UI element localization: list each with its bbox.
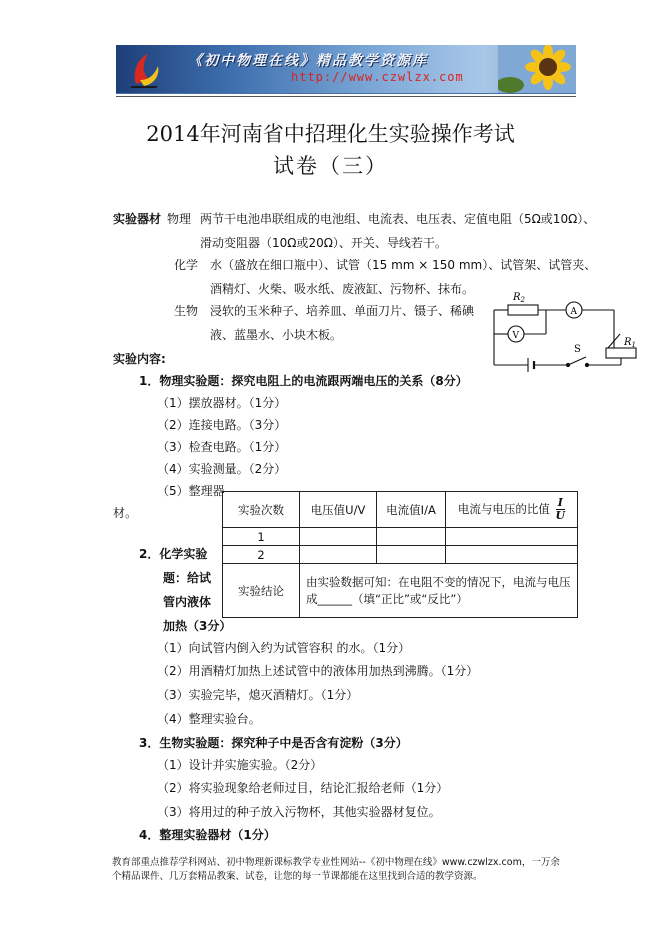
table-row [223,528,578,546]
biology-step-1: （1）设计并实施实验。（2分） [157,758,323,772]
chemistry-equipment-line2: 酒精灯、火柴、吸水纸、废液缸、污物杯、抹布。 [210,282,475,296]
physics-step-4: （4）实验测量。（2分） [157,462,287,476]
physics-step-5-cont: 材。 [113,506,138,520]
conclusion-label: 实验结论 [223,564,300,618]
chemistry-heading-4: 加热（3分） [163,619,232,633]
switch-label: S [574,344,581,355]
conclusion-cell [300,564,578,618]
final-heading: 4．整理实验器材（1分） [139,828,276,842]
header-current: 电流值I/A [377,492,446,528]
resistor-r2-shape [508,305,538,315]
table-cell [446,528,578,546]
physics-equipment-line2: 滑动变阻器（10Ω或20Ω）、开关、导线若干。 [200,236,447,250]
banner-title: 《初中物理在线》精品教学资源库 [188,53,428,69]
chemistry-label: 化学 [174,258,199,272]
physics-heading: 1．物理实验题：探究电阻上的电流跟两端电压的关系（8分） [139,374,468,388]
r2-label: $R_2$ [513,292,525,304]
header-banner [116,45,576,94]
physics-step-1: （1）摆放器材。（1分） [157,396,287,410]
biology-heading: 3．生物实验题：探究种子中是否含有淀粉（3分） [139,736,408,750]
footer-line-2: 个精品课件、几万套精品教案、试卷，让您的每一节课都能在这里找到合适的教学资源。 [112,871,483,882]
table-cell [446,546,578,564]
content-heading: 实验内容: [113,352,166,366]
table-cell: 2 [223,546,300,564]
chemistry-heading-3: 管内液体 [163,595,212,609]
header-ratio-label: 电流与电压的比值 [457,502,550,516]
table-cell [300,546,377,564]
page-footer [112,856,582,884]
table-cell [300,528,377,546]
chemistry-step-4: （4）整理实验台。 [157,712,261,726]
voltmeter-label: V [512,331,519,341]
document-subtitle: 试卷（三） [273,154,388,178]
biology-step-3: （3）将用过的种子放入污物杯，其他实验器材复位。 [157,805,441,819]
physics-step-3: （3）检查电路。（1分） [157,440,287,454]
site-logo-icon [128,50,162,88]
physics-label: 物理 [167,212,192,226]
table-cell [377,546,446,564]
chemistry-heading-1: 2．化学实验 [139,547,208,561]
document-title: 2014年河南省中招理化生实验操作考试 [146,122,515,146]
physics-step-5: （5）整理器 [157,484,225,498]
physics-step-2: （2）连接电路。（3分） [157,418,287,432]
table-row [223,546,578,564]
header-ratio [446,492,578,528]
r1-label: $R_1$ [624,337,636,349]
header-voltage: 电压值U/V [300,492,377,528]
physics-equipment-line1: 两节干电池串联组成的电池组、电流表、电压表、定值电阻（5Ω或10Ω）、 [200,212,596,226]
conclusion-line-2: 成______（填“正比”或“反比”） [306,591,468,606]
equipment-heading: 实验器材 [113,212,162,226]
chemistry-step-2: （2）用酒精灯加热上述试管中的液体用加热到沸腾。（1分） [157,664,479,678]
chemistry-step-1: （1）向试管内倒入约为试管容积 的水。（1分） [157,641,411,655]
chemistry-heading-2: 题：给试 [163,571,212,585]
biology-label: 生物 [174,304,199,318]
biology-equipment-line2: 液、蓝墨水、小块木板。 [210,328,343,342]
ratio-fraction [556,497,566,522]
biology-equipment-line1: 浸软的玉米种子、培养皿、单面刀片、镊子、稀碘 [210,304,475,318]
sunflower-icon [498,45,576,93]
header-trial: 实验次数 [223,492,300,528]
fraction-denominator: U [555,509,566,522]
chemistry-equipment-line1: 水（盛放在细口瓶中）、试管（15 mm × 150 mm）、试管架、试管夹、 [210,258,597,272]
data-table [222,491,578,618]
resistor-r1-shape [606,348,636,358]
table-cell: 1 [223,528,300,546]
biology-step-2: （2）将实验现象给老师过目，结论汇报给老师（1分） [157,781,449,795]
conclusion-line-1: 由实验数据可知：在电阻不变的情况下，电流与电压 [306,574,571,589]
table-cell [377,528,446,546]
chemistry-step-3: （3）实验完毕，熄灭酒精灯。（1分） [157,688,359,702]
circuit-diagram [488,286,640,372]
fraction-numerator: I [556,497,566,510]
footer-line-1: 教育部重点推荐学科网站、初中物理新课标教学专业性网站--《初中物理在线》www.czwlzx.com，一万余 [112,857,560,868]
banner-url[interactable]: http://www.czwlzx.com [291,70,464,84]
banner-divider [116,96,576,97]
ammeter-label: A [570,307,577,317]
